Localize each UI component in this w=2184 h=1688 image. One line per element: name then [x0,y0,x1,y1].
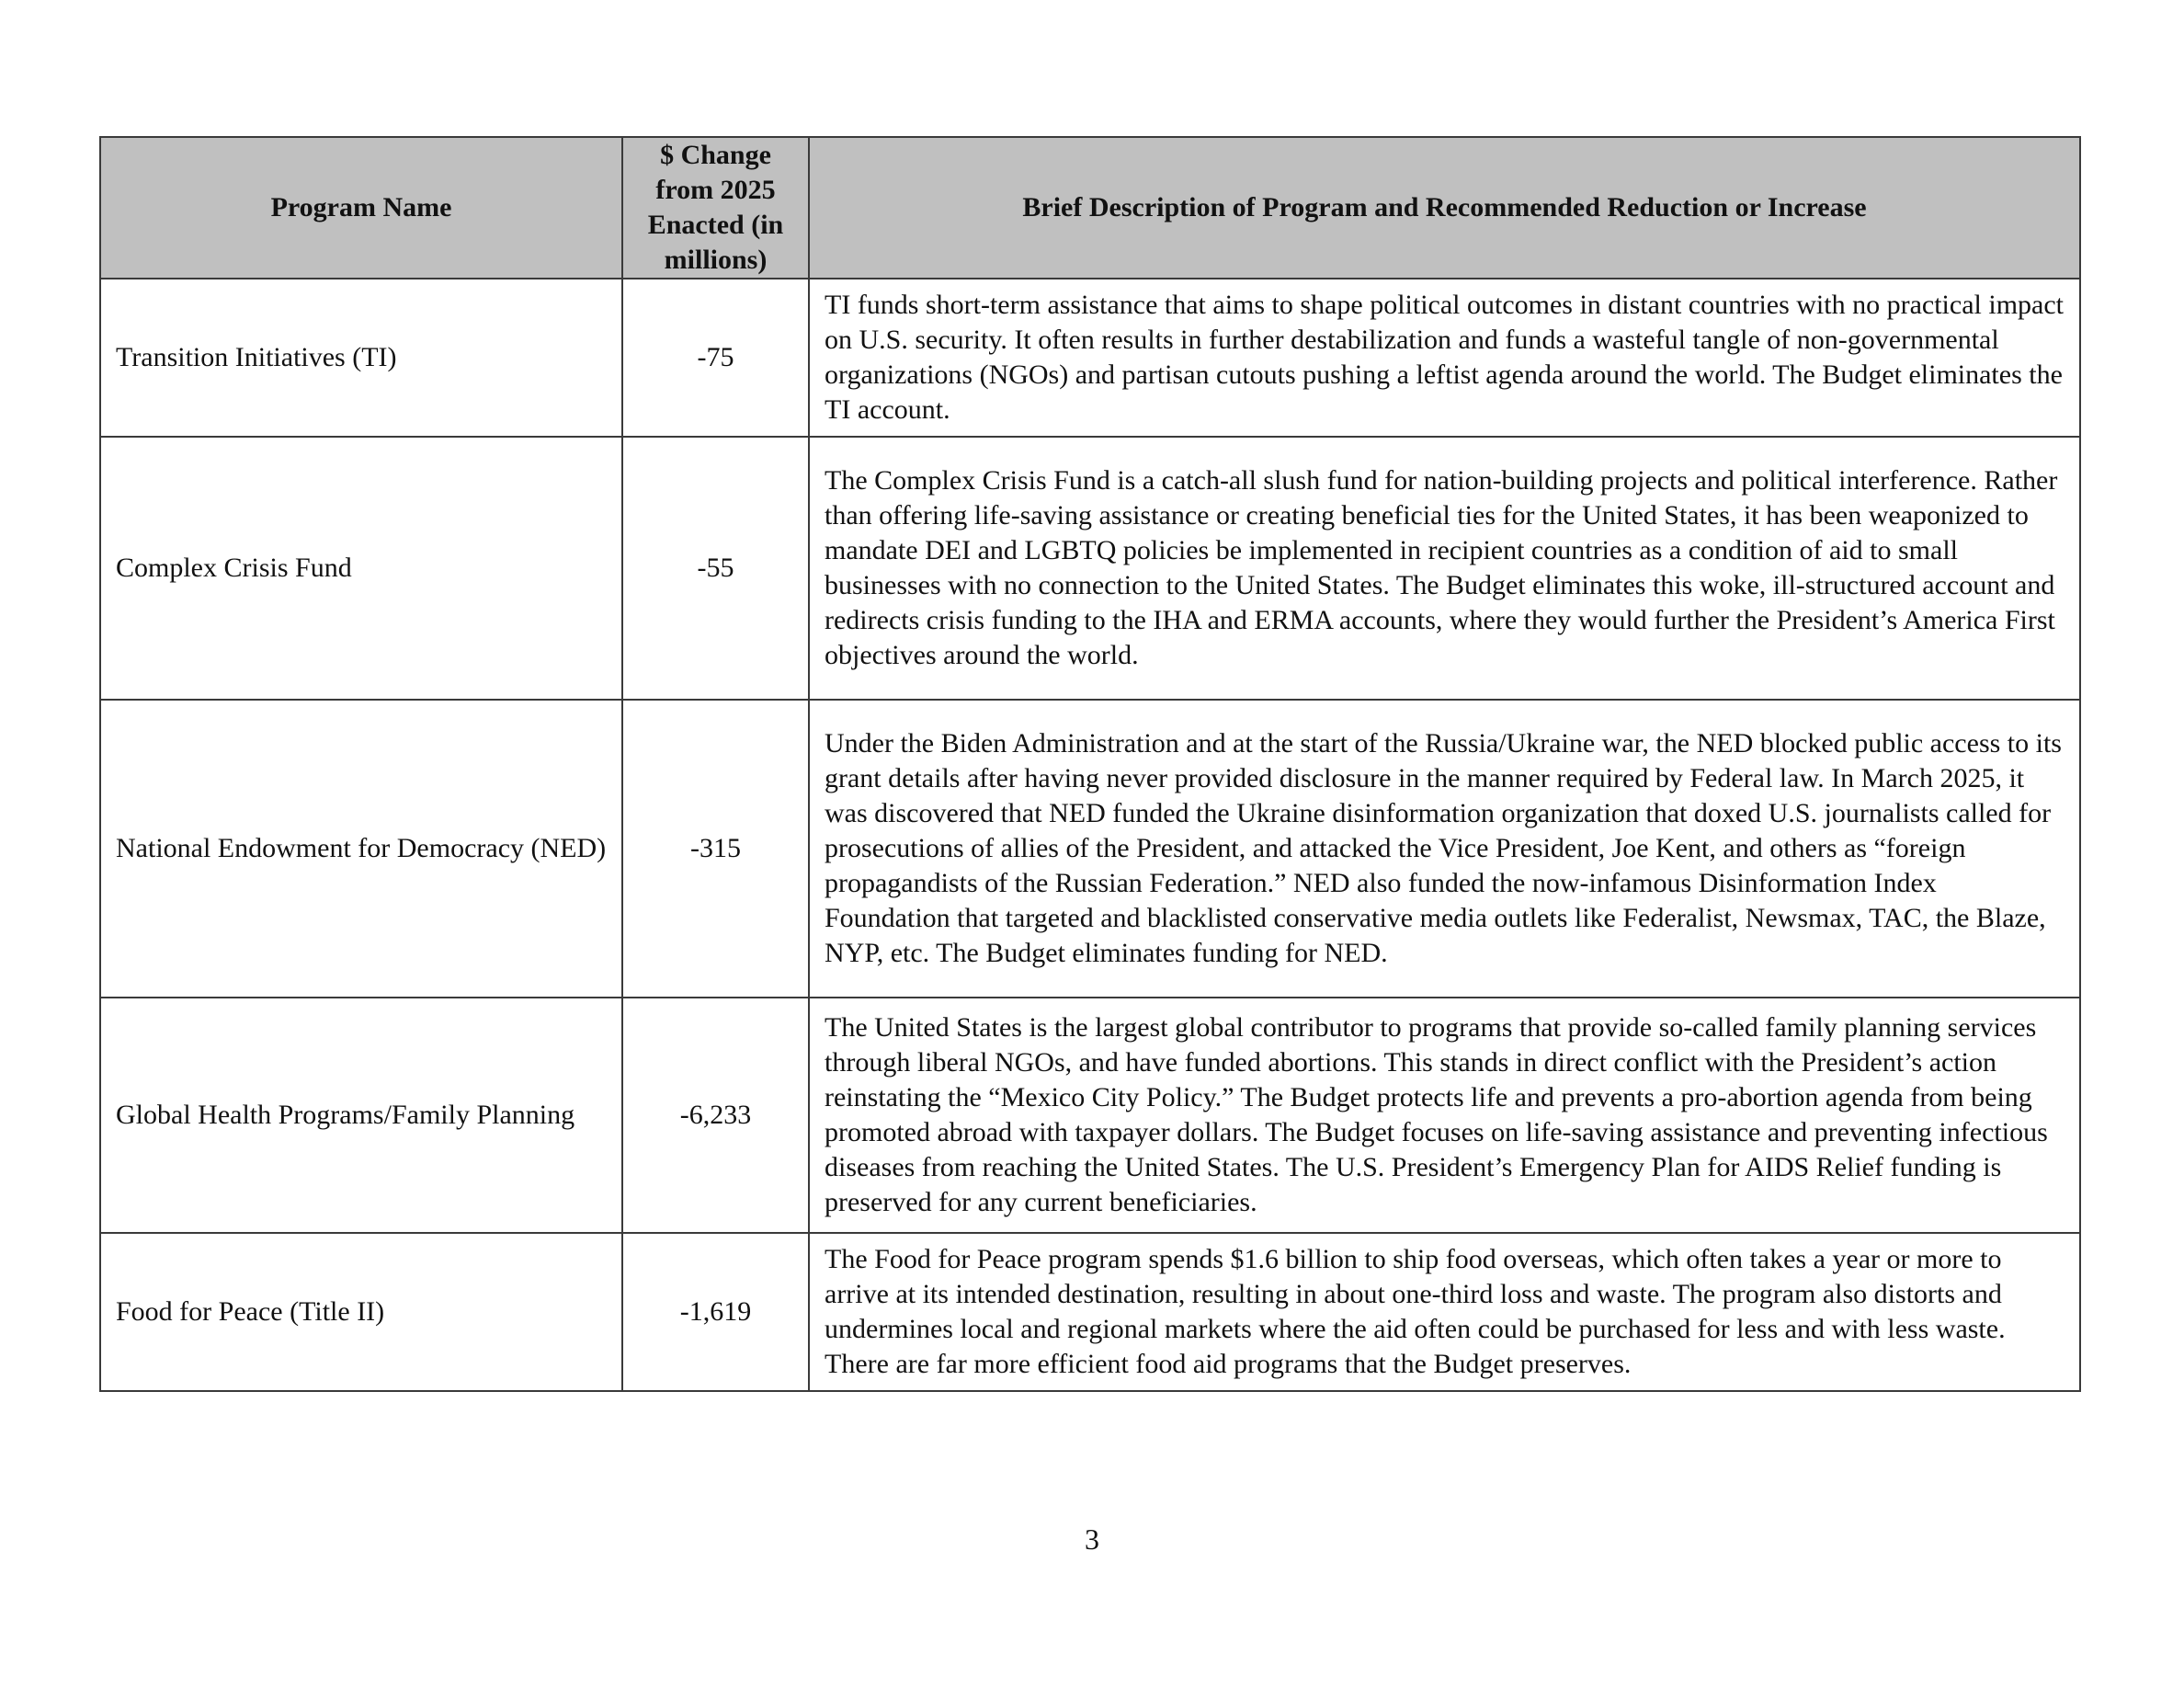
table-row [100,998,2080,1233]
table-row [100,700,2080,998]
program-name-cell: Complex Crisis Fund [100,437,622,700]
description-cell: The United States is the largest global contributor to programs that provide so-called family planning services through liberal NGOs, and have funded abortions. This stands in direct conflict with the President’s action reinstating the “Mexico City Policy.” The Budget protects life and prevents a pro-abortion agenda from being promoted abroad with taxpayer dollars. The Budget focuses on life-saving assistance and preventing infectious diseases from reaching the United States. The U.S. President’s Emergency Plan for AIDS Relief funding is preserved for any current beneficiaries. [809,998,2080,1233]
header-program-name: Program Name [100,137,622,279]
program-name-cell: Food for Peace (Title II) [100,1233,622,1391]
header-description: Brief Description of Program and Recommended Reduction or Increase [809,137,2080,279]
change-cell: -55 [622,437,809,700]
header-change: $ Change from 2025 Enacted (in millions) [622,137,809,279]
change-cell: -315 [622,700,809,998]
table-body [100,279,2080,1391]
program-name-cell: Transition Initiatives (TI) [100,279,622,437]
table-header [100,137,2080,279]
change-cell: -1,619 [622,1233,809,1391]
table-row [100,279,2080,437]
description-cell: The Food for Peace program spends $1.6 billion to ship food overseas, which often takes a year or more to arrive at its intended destination, resulting in about one-third loss and waste. The program also distorts and undermines local and regional markets where the aid often could be purchased for less and with less waste. There are far more efficient food aid programs that the Budget preserves. [809,1233,2080,1391]
description-cell: TI funds short-term assistance that aims to shape political outcomes in distant countries with no practical impact on U.S. security. It often results in further destabilization and funds a wasteful tangle of non-governmental organizations (NGOs) and partisan cutouts pushing a leftist agenda around the world. The Budget eliminates the TI account. [809,279,2080,437]
header-row [100,137,2080,279]
change-cell: -75 [622,279,809,437]
table-row [100,1233,2080,1391]
budget-table [99,136,2081,1392]
description-cell: Under the Biden Administration and at the start of the Russia/Ukraine war, the NED blocked public access to its grant details after having never provided disclosure in the manner required by Federal law. In March 2025, it was discovered that NED funded the Ukraine disinformation organization that doxed U.S. journalists called for prosecutions of allies of the President, and attacked the Vice President, Joe Kent, and others as “foreign propagandists of the Russian Federation.” NED also funded the now-infamous Disinformation Index Foundation that targeted and blacklisted conservative media outlets like Federalist, Newsmax, TAC, the Blaze, NYP, etc. The Budget eliminates funding for NED. [809,700,2080,998]
table-row [100,437,2080,700]
change-cell: -6,233 [622,998,809,1233]
program-name-cell: Global Health Programs/Family Planning [100,998,622,1233]
page-number: 3 [1085,1523,1099,1556]
description-cell: The Complex Crisis Fund is a catch-all slush fund for nation-building projects and political interference. Rather than offering life-saving assistance or creating beneficial ties for the United States, it has been weaponized to mandate DEI and LGBTQ policies be implemented in recipient countries as a condition of aid to small businesses with no connection to the United States. The Budget eliminates this woke, ill-structured account and redirects crisis funding to the IHA and ERMA accounts, where they would further the President’s America First objectives around the world. [809,437,2080,700]
program-name-cell: National Endowment for Democracy (NED) [100,700,622,998]
